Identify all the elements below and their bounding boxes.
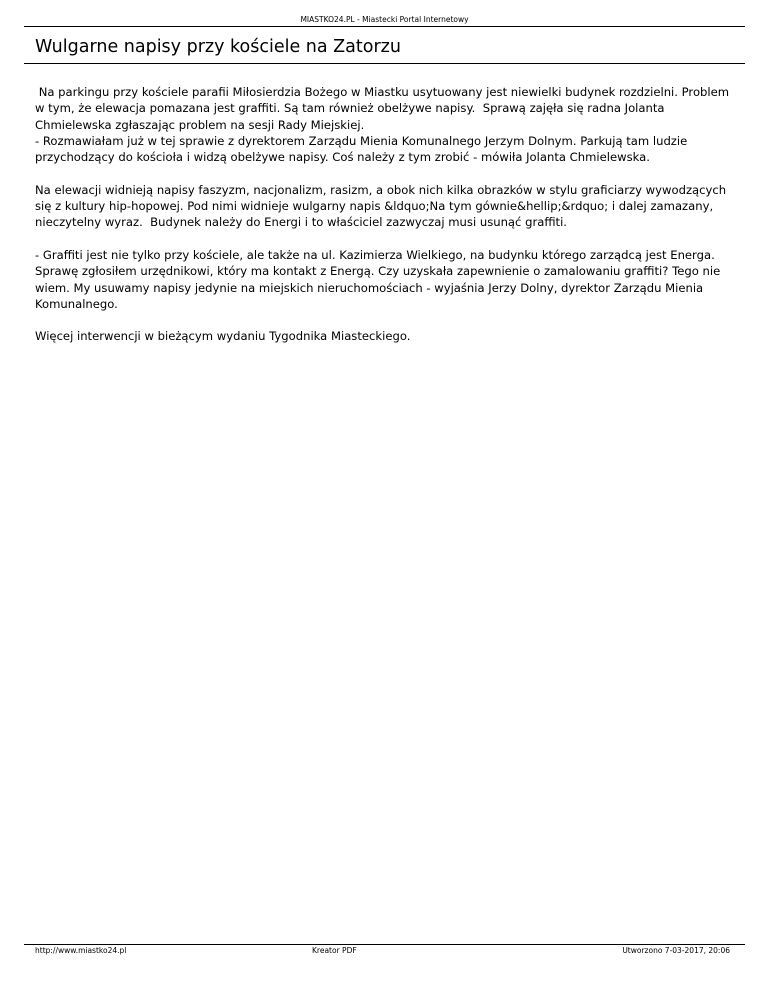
article-paragraph: - Graffiti jest nie tylko przy kościele, ale także na ul. Kazimierza Wielkiego, na budynku którego zarządcą jest Energa. Sprawę zgłosiłem urzędnikowi, który ma kontakt z Energą. Czy uzyskała zapewnienie o zamalowaniu graffiti? Tego nie wiem. My usuwamy napisy jedynie na miejskich nieruchomościach - wyjaśnia Jerzy Dolny, dyrektor Zarządu Mienia Komunalnego. — [35, 247, 724, 311]
footer-created-date: Utworzono 7-03-2017, 20:06 — [622, 946, 730, 955]
page-header: MIASTKO24.PL - Miastecki Portal Internetowy — [24, 14, 745, 27]
article-paragraph: Na parkingu przy kościele parafii Miłosierdzia Bożego w Miastku usytuowany jest niewielki budynek rozdzielni. Problem w tym, że elewacja pomazana jest graffiti. Są tam również obelżywe napisy. Sprawą zajęła się radna Jolanta Chmielewska zgłaszając problem na sesji Rady Miejskiej. - Rozmawiałam już w tej sprawie z dyrektorem Zarządu Mienia Komunalnego Jerzym Dolnym. Parkują tam ludzie przychodzący do kościoła i widzą obelżywe napisy. Coś należy z tym zrobić - mówiła Jolanta Chmielewska. — [35, 85, 730, 165]
footer-divider — [24, 944, 745, 945]
footer-url: http://www.miastko24.pl — [35, 946, 127, 955]
title-divider — [24, 63, 745, 64]
article-paragraph: Więcej interwencji w bieżącym wydaniu Tygodnika Miasteckiego. — [35, 329, 411, 344]
article-body — [35, 84, 737, 361]
article-paragraph: Na elewacji widnieją napisy faszyzm, nacjonalizm, rasizm, a obok nich kilka obrazków w stylu graficiarzy wywodzących się z kultury hip-hopowej. Pod nimi widnieje wulgarny napis &ldquo;Na tym gównie&hellip;&rdquo; i dalej zamazany, nieczytelny wyraz. Budynek należy do Energi i to właściciel zazwyczaj musi usunąć graffiti. — [35, 182, 730, 230]
article-title: Wulgarne napisy przy kościele na Zatorzu — [35, 37, 401, 57]
footer-generator: Kreator PDF — [312, 946, 357, 955]
